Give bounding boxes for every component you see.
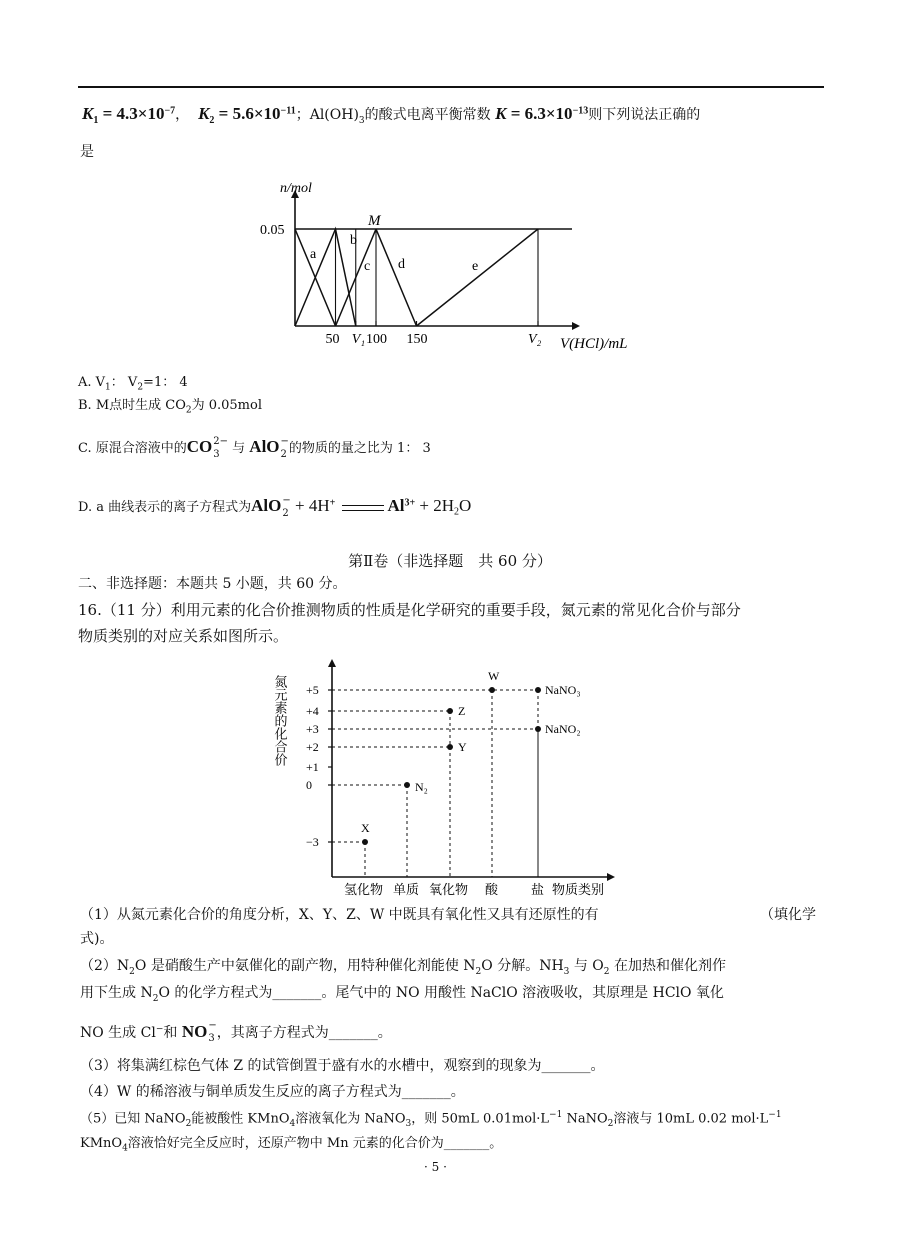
- q16-line1: 16.（11 分）利用元素的化合价推测物质的性质是化学研究的重要手段，氮元素的常见化合价与部分: [78, 601, 741, 619]
- equation-water-tail: O: [459, 496, 472, 515]
- q2-l3-a: NO 生成 Cl: [80, 1025, 156, 1041]
- option-b-sub1: 2: [185, 405, 192, 416]
- q2-l1-f: 3: [563, 966, 570, 977]
- option-b: [78, 398, 262, 416]
- aloh3-text: ；Al(OH): [295, 107, 359, 123]
- q2-l3-b: −: [155, 1024, 164, 1035]
- q5-l2-c: 溶液恰好完全反应时，还原产物中 Mn 元素的化合价为_______。: [127, 1136, 503, 1151]
- q2-l2-b: 2: [152, 993, 159, 1004]
- q5-l1-c: 能被酸性 KMnO: [191, 1111, 290, 1127]
- y-tick-label: 0.05: [260, 223, 285, 238]
- separator: ，: [175, 107, 190, 123]
- y-tick-label: +3: [306, 722, 319, 736]
- nitrate-subscript: 3: [208, 1033, 215, 1044]
- point-label: Z: [458, 704, 466, 718]
- x-axis-arrow: [607, 873, 615, 881]
- q5-l1-b: 2: [185, 1118, 192, 1129]
- q2-l3-c: 和: [163, 1025, 178, 1041]
- x-tick-label: 50: [325, 332, 340, 347]
- equation-aluminate-subscript: 2: [282, 507, 289, 519]
- x-tick-label: V₂: [528, 332, 542, 347]
- option-d-text1: D. a 曲线表示的离子方程式为: [78, 500, 252, 515]
- question-tail: 则下列说法正确的: [588, 107, 701, 123]
- titration-chart-marks: [260, 181, 628, 352]
- carbonate-charge: 2−: [213, 435, 228, 447]
- option-d: [78, 496, 471, 519]
- option-a-sub1: 1: [105, 382, 111, 393]
- q3-text: （3）将集满红棕色气体 Z 的试管倒置于盛有水的水槽中，观察到的现象为_______。: [80, 1058, 605, 1074]
- equation-aluminate: AlO: [251, 496, 282, 515]
- k2-value: = 5.6×10: [214, 104, 281, 123]
- data-point: [404, 782, 410, 788]
- option-a-text3: =1： 4: [143, 375, 188, 390]
- q5-l1-e: 溶液氧化为 NaNO: [295, 1111, 406, 1127]
- x-tick-label: V₁: [351, 332, 366, 347]
- q2-l1-e: O 分解。NH: [481, 958, 564, 974]
- q5-l1-a: （5）已知 NaNO: [80, 1111, 186, 1127]
- x-tick-label: 150: [406, 332, 428, 347]
- option-c-text1: C. 原混合溶液中的: [78, 441, 187, 456]
- top-rule: [78, 86, 824, 88]
- q2-line3: [80, 1022, 392, 1043]
- k1-subscript: 1: [93, 114, 99, 126]
- nitrogen-valence-chart: [262, 655, 622, 900]
- header-line2: 是: [80, 144, 94, 160]
- x-tick-label: 酸: [485, 882, 499, 897]
- equation-hydrogen-charge: +: [329, 497, 336, 509]
- titration-chart: [250, 178, 670, 358]
- equation-water: + 2H: [415, 496, 455, 515]
- data-point: [535, 726, 541, 732]
- q5-l2-a: KMnO: [80, 1136, 123, 1151]
- y-tick-label: +2: [306, 740, 319, 754]
- point-label: X: [361, 821, 370, 835]
- curve-label-d: d: [398, 257, 405, 272]
- series-line-d: [376, 229, 417, 326]
- q5-l1-h: −1: [549, 1110, 563, 1120]
- q2-l2-a: 用下生成 N: [80, 985, 153, 1001]
- x-axis-label: V(HCl)/mL: [560, 336, 628, 352]
- q2-l1-h: 2: [603, 966, 610, 977]
- q1-line1: （1）从氮元素化合价的角度分析，X、Y、Z、W 中既具有氧化性又具有还原性的有: [80, 907, 599, 923]
- aluminate-ion: AlO: [249, 437, 280, 456]
- acid-ionization-text: 的酸式电离平衡常数: [364, 107, 491, 123]
- equation-water-subscript: 2: [454, 506, 460, 518]
- option-a-text1: A. V: [78, 375, 106, 390]
- q5-l1-l: −1: [768, 1110, 782, 1120]
- x-axis-arrow: [572, 322, 580, 330]
- option-b-text2: 为 0.05mol: [191, 398, 262, 413]
- q5-l1-i: NaNO: [562, 1111, 608, 1127]
- aluminate-subscript: 2: [280, 448, 287, 460]
- option-b-text1: B. M点时生成 CO: [78, 398, 186, 413]
- x-axis-label: 物质类别: [552, 882, 605, 897]
- q2-l1-i: 在加热和催化剂作: [609, 958, 726, 974]
- option-a-sub2: 2: [137, 382, 144, 393]
- option-c: [78, 437, 431, 459]
- q16-line2: 物质类别的对应关系如图所示。: [78, 627, 289, 645]
- q2-l1-a: （2）N: [80, 958, 130, 974]
- q2-l1-d: 2: [475, 966, 482, 977]
- k2-subscript: 2: [209, 114, 215, 126]
- x-tick-label: 单质: [393, 882, 420, 897]
- q2-l1-c: O 是硝酸生产中氨催化的副产物，用特种催化剂能使 N: [134, 958, 476, 974]
- q5-l1-d: 4: [289, 1118, 296, 1129]
- y-tick-label: −3: [306, 835, 319, 849]
- x-tick-label: 氧化物: [429, 882, 469, 897]
- q2-l3-d: ，其离子方程式为_______。: [216, 1025, 392, 1041]
- q1-line1-end: （填化学: [760, 907, 816, 923]
- point-label: W: [488, 669, 500, 683]
- q5-line2: [80, 1136, 502, 1154]
- q5-l1-k: 溶液与 10mL 0.02 mol·L: [613, 1111, 769, 1127]
- k2-exponent: −11: [280, 105, 296, 117]
- k1-symbol: K: [82, 104, 94, 123]
- aloh3-subscript: 3: [358, 115, 365, 126]
- y-tick-label: +5: [306, 683, 319, 697]
- curve-label-a: a: [310, 247, 317, 262]
- q5-l1-j: 2: [607, 1118, 614, 1129]
- curve-label-b: b: [350, 233, 357, 248]
- point-label: Y: [458, 740, 467, 754]
- option-a-text2: ： V: [110, 375, 138, 390]
- option-c-text3: 的物质的量之比为 1： 3: [288, 441, 431, 456]
- y-axis-arrow: [328, 659, 336, 667]
- section-intro: 二、非选择题：本题共 5 小题，共 60 分。: [78, 576, 347, 592]
- y-axis-label: 氮元素的化合价: [272, 675, 288, 766]
- point-label: NaNO₂: [545, 722, 581, 736]
- data-point: [447, 708, 453, 714]
- peak-label: M: [368, 213, 381, 229]
- q5-line1: [80, 1110, 782, 1130]
- equation-hydrogen: + 4H: [290, 496, 330, 515]
- option-c-text2: 与: [232, 441, 246, 456]
- equation-aluminum: Al: [387, 496, 405, 515]
- x-tick-label: 盐: [531, 882, 545, 897]
- nitrate-ion: NO: [181, 1022, 208, 1041]
- q2-l1-b: 2: [129, 966, 135, 977]
- data-point: [535, 687, 541, 693]
- k-exponent: −13: [572, 105, 589, 117]
- x-tick-label: 100: [366, 332, 387, 347]
- y-tick-label: +4: [306, 704, 319, 718]
- q5-l2-b: 4: [122, 1143, 128, 1154]
- page-number: · 5 ·: [424, 1160, 447, 1174]
- k-symbol: K: [495, 104, 507, 123]
- nitrate-charge: −: [208, 1020, 217, 1031]
- point-label: NaNO₃: [545, 683, 581, 697]
- q4-text: （4）W 的稀溶液与铜单质发生反应的离子方程式为_______。: [80, 1084, 465, 1100]
- curve-label-e: e: [472, 259, 479, 274]
- header-constants: [82, 104, 700, 127]
- y-tick-label: +1: [306, 760, 319, 774]
- nitrogen-valence-marks: [273, 659, 616, 897]
- q5-l1-f: 3: [405, 1118, 412, 1129]
- carbonate-ion: CO: [186, 437, 213, 456]
- x-tick-label: 氢化物: [344, 882, 384, 897]
- equation-aluminate-charge: −: [282, 494, 291, 506]
- option-a: [78, 375, 188, 393]
- equals-sign: [342, 505, 384, 511]
- q2-line2: [80, 985, 724, 1005]
- point-label: N₂: [415, 780, 428, 794]
- q2-l1-g: 与 O: [569, 958, 604, 974]
- q2-l2-c: O 的化学方程式为_______。尾气中的 NO 用酸性 NaClO 溶液吸收，其原理是 HClO 氧化: [158, 985, 724, 1001]
- section-title: 第Ⅱ卷（非选择题 共 60 分）: [348, 552, 552, 570]
- series-line-e: [417, 229, 539, 326]
- q2-line1: [80, 958, 726, 978]
- y-tick-label: 0: [306, 778, 312, 792]
- k1-value: = 4.3×10: [98, 104, 165, 123]
- q5-l1-g: ，则 50mL 0.01mol·L: [411, 1111, 550, 1127]
- aluminate-charge: −: [280, 435, 289, 447]
- series-line-b: [295, 229, 356, 326]
- curve-label-c: c: [364, 259, 371, 274]
- k-value: = 6.3×10: [506, 104, 573, 123]
- equation-aluminum-charge: 3+: [404, 497, 416, 509]
- k1-exponent: −7: [164, 105, 176, 117]
- q1-line2: 式)。: [80, 931, 114, 947]
- data-point: [362, 839, 368, 845]
- y-axis-label: n/mol: [280, 181, 312, 196]
- k2-symbol: K: [198, 104, 210, 123]
- carbonate-subscript: 3: [213, 448, 220, 460]
